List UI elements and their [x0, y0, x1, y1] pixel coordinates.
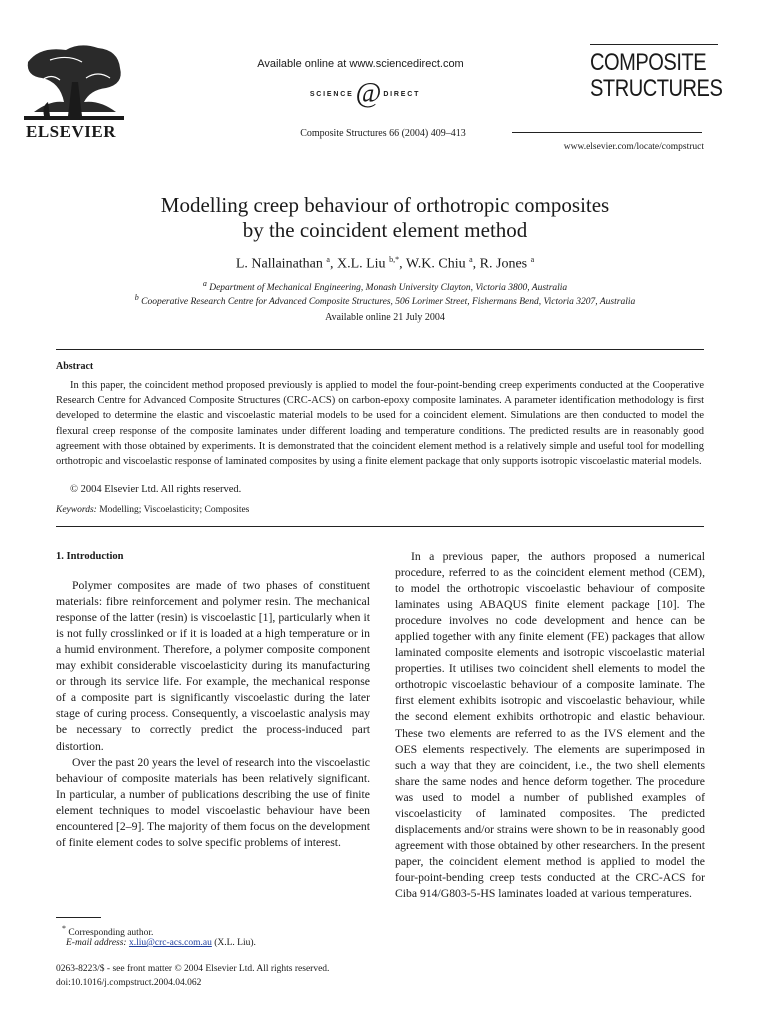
author-affiliation-mark: a [326, 255, 330, 264]
affiliation-b [60, 293, 710, 307]
author-name: R. Jones [479, 256, 528, 272]
article-title [60, 193, 710, 243]
corresponding-author-note [62, 924, 153, 938]
section-heading-introduction: 1. Introduction [56, 551, 124, 562]
elsevier-tree-icon [20, 42, 128, 124]
title-line-1: Modelling creep behaviour of orthotropic composites [160, 193, 610, 217]
front-matter-note: 0263-8223/$ - see front matter © 2004 Elsevier Ltd. All rights reserved. [56, 964, 330, 974]
affiliation-mark: b [134, 293, 139, 302]
footnote-rule [56, 917, 101, 918]
email-link[interactable]: x.liu@crc-acs.com.au [128, 938, 212, 948]
sciencedirect-right: DIRECT [383, 90, 421, 98]
abstract-copyright: © 2004 Elsevier Ltd. All rights reserved. [70, 484, 242, 495]
available-online-notice[interactable]: Available online at www.sciencedirect.com [257, 58, 464, 70]
title-line-2: by the coincident element method [242, 218, 528, 242]
corresponding-text: Corresponding author. [68, 928, 154, 939]
author-affiliation-mark: a [530, 255, 535, 264]
abstract-heading: Abstract [56, 361, 94, 372]
intro-paragraph-2: Over the past 20 years the level of research into the viscoelastic behaviour of composite materials has been relatively significant. In particular, a number of publications describing the use of finite element techniques to model viscoelastic behaviour have been encountered [2–9]. The majority of them focus on the development of finite element codes to solve specific problems of interest. [56, 755, 370, 849]
left-column [56, 549, 370, 851]
author-name: X.L. Liu [336, 256, 386, 272]
right-column [395, 549, 705, 902]
abstract-top-rule [56, 349, 704, 350]
brand-bottom-rule [512, 132, 702, 133]
journal-brand-line1: COMPOSITE [590, 49, 707, 76]
author-affiliation-mark: b,* [389, 255, 400, 264]
keywords [56, 505, 249, 515]
journal-reference: Composite Structures 66 (2004) 409–413 [300, 128, 466, 139]
intro-paragraph-1: Polymer composites are made of two phases of constituent materials: fibre reinforcement and polymer resin. The mechanical response of the latter (resin) is viscoelastic [1], particularly when it is not fully crosslinked or if it is loaded at a high temperature or in a humid environment. Therefore, a polymer composite component may exhibit considerable viscoelasticity during its manufacturing or through its service life. For example, the mechanical response of a composite part is significantly viscoelastic during the later stage of curing process. Consequently, a viscoelastic analysis may be necessary to correctly predict the process-induced part distortion. [56, 579, 370, 753]
sciencedirect-at-icon: @ [355, 78, 382, 109]
sciencedirect-left: SCIENCE [309, 90, 354, 98]
affiliation-text: Department of Mechanical Engineering, Monash University Clayton, Victoria 3800, Australia [209, 283, 568, 294]
email-label: E-mail address: [66, 938, 127, 948]
corresponding-mark: * [62, 924, 66, 933]
author-name: L. Nallainathan [235, 256, 323, 272]
author-list: L. Nallainathan $^a$, X.L. Liu $^{b,*}$, W.K. Chiu $^a$, R. Jones $^a$ [235, 255, 535, 272]
keywords-label: Keywords: [56, 505, 97, 515]
affiliation-text: Cooperative Research Centre for Advanced Composite Structures, 506 Lorimer Street, Fishermans Bend, Victoria 3207, Australia [141, 297, 636, 308]
doi-note[interactable]: doi:10.1016/j.compstruct.2004.04.062 [56, 978, 202, 988]
abstract-text: In this paper, the coincident method proposed previously is applied to model the four-point-bending creep experiments conducted at the Cooperative Research Centre for Advanced Composite Structures (CRC-ACS) on carbon-epoxy composite laminates. A parameter identification methodology is first developed to determine the elastic and viscoelastic material models to be used for a coincident element. Simulations are then conducted to model the flexural creep response of the composite laminates under different loading and temperature conditions. The predicted results are in reasonably good agreement with those obtained by experiments. It is demonstrated that the coincident element method is a relatively simple and useful tool for modelling orthotropic and viscoelastic response of laminated composites by using a finite element package that only supports isotropic viscoelastic material models. [56, 380, 704, 468]
publisher-logo-text: ELSEVIER [26, 122, 116, 141]
email-suffix: (X.L. Liu). [211, 938, 256, 948]
journal-brand [590, 50, 721, 102]
journal-brand-line2: STRUCTURES [590, 75, 723, 102]
affiliation-mark: a [202, 279, 207, 288]
sciencedirect-logo[interactable] [290, 80, 440, 108]
article-available-online: Available online 21 July 2004 [325, 312, 445, 323]
intro-paragraph-3: In a previous paper, the authors proposed a numerical procedure, referred to as the coincident element method (CEM), to model the orthotropic viscoelastic behaviour of composite laminates using ABAQUS finite element package [10]. The procedure involves no code development and hence can be applied together with any finite element (FE) packages that allow laminated composite elements and isotropic viscoelastic material properties. It utilises two coincident shell elements to model the orthotropic viscoelastic behaviour of a composite laminate. The first element exhibits isotropic and viscoelastic behaviour, while the second element exhibits orthotropic and elastic behaviour. These two elements are referred to as the IVS element and the OES elements respectively. The elements are superimposed in such a way that they are coincident, i.e., the two shell elements share the same nodes and hence deform together. The procedure was used to model a number of published examples of viscoelasticity of laminated composites. The predicted displacements and/or strains were shown to be in reasonably good agreement with those obtained by other researchers. In the present paper, the coincident element method is applied to model the four-point-bending creep tests conducted at the CRC-ACS for Ciba 914/G803-5-HS laminates loaded at various temperatures. [395, 550, 705, 900]
keywords-value: Modelling; Viscoelasticity; Composites [99, 505, 250, 515]
journal-url[interactable]: www.elsevier.com/locate/compstruct [563, 142, 704, 152]
brand-top-rule [590, 44, 718, 45]
email-note [66, 938, 256, 948]
abstract-bottom-rule [56, 526, 704, 527]
author-name: W.K. Chiu [405, 256, 466, 272]
affiliation-a [60, 279, 710, 293]
author-affiliation-mark: a [469, 255, 473, 264]
elsevier-logo [20, 42, 130, 142]
